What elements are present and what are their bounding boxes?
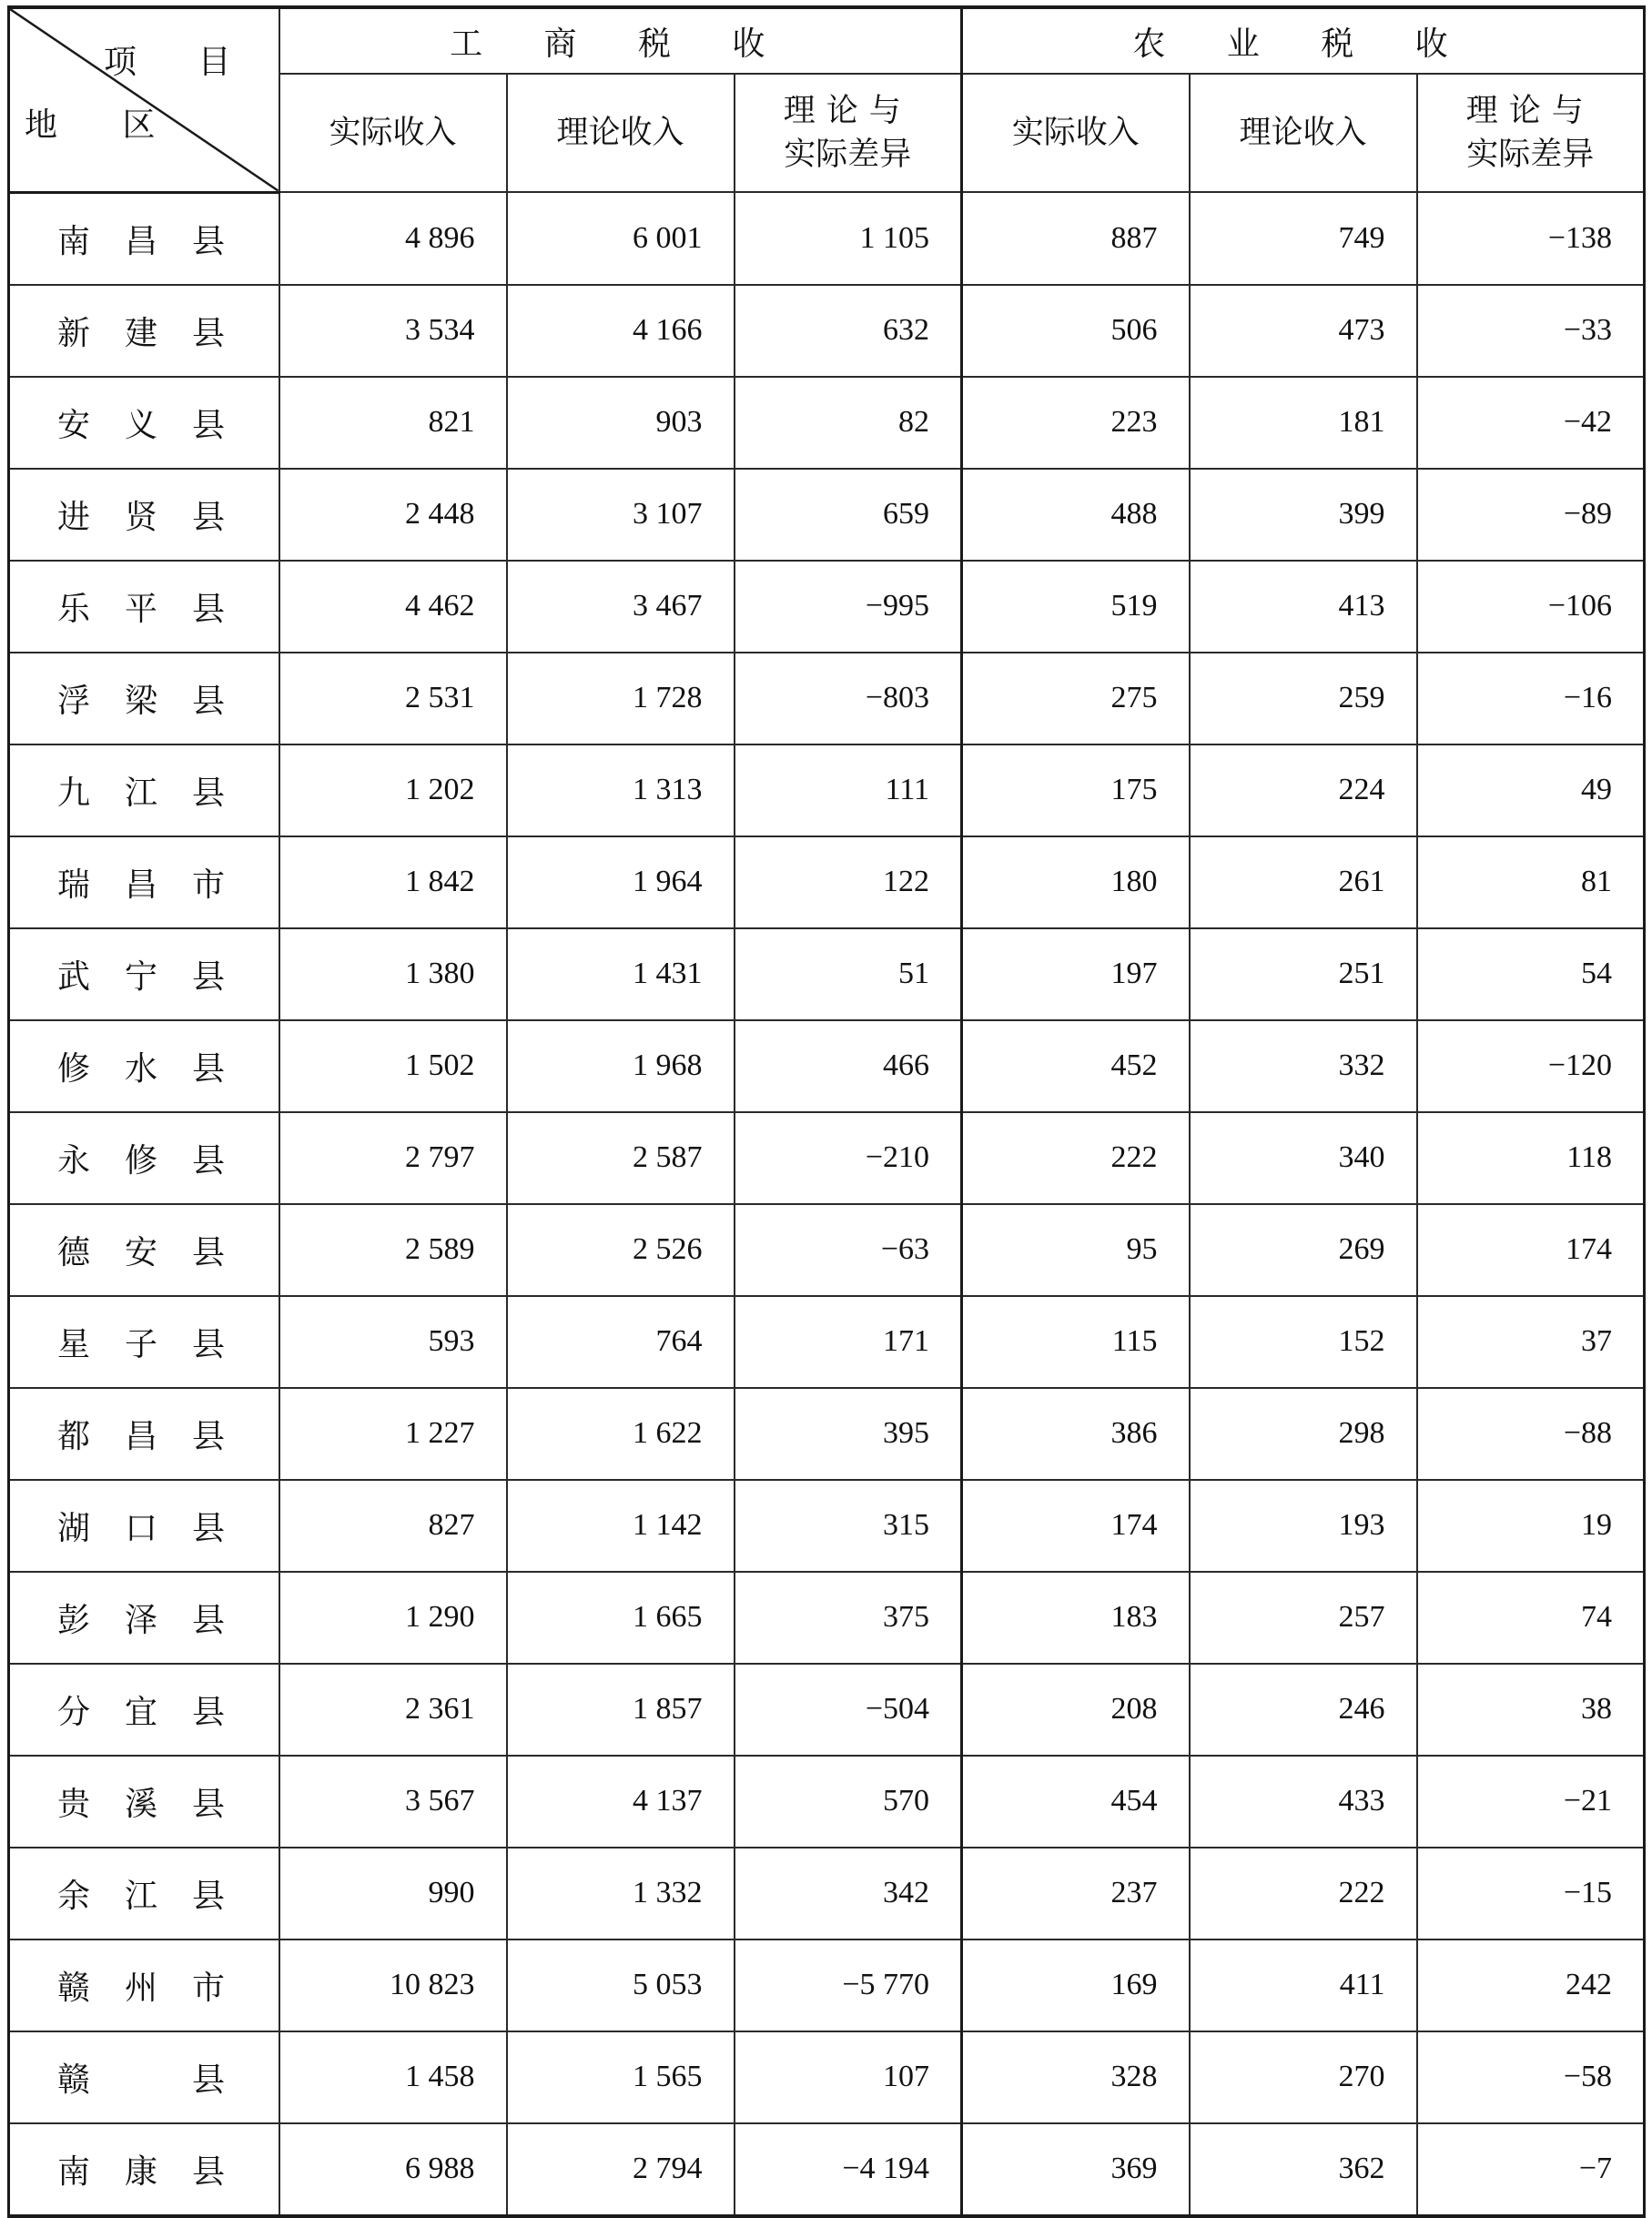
cell-agricultural-actual: 519 [962,561,1190,653]
cell-commercial-actual: 2 589 [279,1204,507,1296]
cell-agricultural-actual: 454 [962,1756,1190,1848]
cell-agricultural-theory: 222 [1190,1848,1417,1939]
cell-agricultural-theory: 181 [1190,377,1417,469]
col-header-agricultural-diff [1417,74,1645,192]
region-char: 建 [125,314,158,352]
cell-agricultural-actual: 208 [962,1664,1190,1756]
col-header-diff-line2: 实际差异 [1466,137,1595,173]
table-row [9,1020,1645,1112]
cell-agricultural-theory: 399 [1190,469,1417,561]
cell-commercial-diff: −504 [735,1664,962,1756]
cell-agricultural-actual: 183 [962,1572,1190,1664]
cell-agricultural-actual: 369 [962,2123,1190,2216]
cell-agricultural-theory: 224 [1190,744,1417,836]
region-cell [9,285,279,377]
cell-commercial-diff: −210 [735,1112,962,1204]
cell-agricultural-diff: 19 [1417,1480,1645,1572]
region-char: 乐 [57,590,91,628]
region-char: 县 [192,2152,226,2191]
cell-agricultural-actual: 95 [962,1204,1190,1296]
table-body [9,192,1645,2216]
cell-agricultural-theory: 193 [1190,1480,1417,1572]
region-char: 县 [192,314,226,352]
region-char: 修 [125,1141,158,1180]
cell-agricultural-theory: 413 [1190,561,1417,653]
cell-commercial-theory: 2 794 [507,2123,735,2216]
cell-commercial-actual: 3 567 [279,1756,507,1848]
table-row [9,744,1645,836]
table-row [9,1388,1645,1480]
col-header-agricultural-theory: 理论收入 [1190,74,1417,192]
cell-commercial-theory: 903 [507,377,735,469]
cell-agricultural-actual: 174 [962,1480,1190,1572]
cell-agricultural-theory: 340 [1190,1112,1417,1204]
region-char: 昌 [125,1417,158,1455]
cell-commercial-actual: 1 290 [279,1572,507,1664]
region-cell [9,1480,279,1572]
region-char: 贵 [57,1785,91,1823]
region-char: 县 [192,1049,226,1088]
cell-commercial-theory: 1 431 [507,928,735,1020]
region-char: 南 [57,2152,91,2191]
region-cell [9,377,279,469]
cell-commercial-diff: −4 194 [735,2123,962,2216]
region-cell [9,2123,279,2216]
region-char: 县 [192,1693,226,1731]
region-char: 昌 [125,866,158,904]
cell-agricultural-theory: 269 [1190,1204,1417,1296]
region-cell [9,1204,279,1296]
cell-agricultural-diff: 118 [1417,1112,1645,1204]
region-char: 市 [192,866,226,904]
cell-commercial-theory: 1 565 [507,2031,735,2123]
cell-agricultural-actual: 506 [962,285,1190,377]
col-header-diff-line1: 理论与 [1465,93,1595,129]
cell-agricultural-theory: 433 [1190,1756,1417,1848]
cell-agricultural-actual: 169 [962,1939,1190,2031]
table-row [9,561,1645,653]
cell-commercial-theory: 1 968 [507,1020,735,1112]
cell-commercial-theory: 1 665 [507,1572,735,1664]
region-char: 县 [192,1325,226,1363]
cell-commercial-diff: 395 [735,1388,962,1480]
region-char: 平 [125,590,158,628]
col-header-diff-line1: 理论与 [783,93,912,129]
cell-agricultural-diff: 38 [1417,1664,1645,1756]
cell-agricultural-diff: −58 [1417,2031,1645,2123]
cell-commercial-theory: 764 [507,1296,735,1388]
cell-agricultural-diff: 37 [1417,1296,1645,1388]
cell-commercial-actual: 1 227 [279,1388,507,1480]
cell-commercial-actual: 1 458 [279,2031,507,2123]
table-row [9,377,1645,469]
group-header-agricultural-tax: 农 业 税 收 [962,7,1645,74]
cell-commercial-diff: 171 [735,1296,962,1388]
region-char: 九 [57,774,91,812]
cell-agricultural-actual: 180 [962,836,1190,928]
cell-commercial-diff: 107 [735,2031,962,2123]
cell-commercial-theory: 3 107 [507,469,735,561]
region-cell [9,928,279,1020]
region-char: 县 [192,1877,226,1915]
cell-commercial-actual: 4 462 [279,561,507,653]
cell-agricultural-diff: −33 [1417,285,1645,377]
table-row [9,469,1645,561]
region-cell [9,1848,279,1939]
cell-agricultural-actual: 275 [962,653,1190,744]
cell-commercial-diff: −5 770 [735,1939,962,2031]
cell-agricultural-diff: −106 [1417,561,1645,653]
cell-commercial-diff: 315 [735,1480,962,1572]
cell-agricultural-actual: 488 [962,469,1190,561]
table-row [9,1112,1645,1204]
cell-commercial-theory: 4 137 [507,1756,735,1848]
region-char: 永 [57,1141,91,1180]
cell-commercial-theory: 2 526 [507,1204,735,1296]
col-header-commercial-theory: 理论收入 [507,74,735,192]
cell-commercial-diff: 632 [735,285,962,377]
cell-agricultural-diff: 49 [1417,744,1645,836]
corner-item-label: 项 目 [104,44,257,81]
region-char: 浮 [57,682,91,720]
region-cell [9,192,279,285]
table-row [9,836,1645,928]
cell-commercial-theory: 1 728 [507,653,735,744]
region-cell [9,1939,279,2031]
region-cell [9,1112,279,1204]
table-row [9,192,1645,285]
cell-commercial-actual: 1 202 [279,744,507,836]
cell-agricultural-diff: −16 [1417,653,1645,744]
cell-commercial-actual: 827 [279,1480,507,1572]
cell-agricultural-diff: −88 [1417,1388,1645,1480]
cell-agricultural-diff: −21 [1417,1756,1645,1848]
region-char: 修 [57,1049,91,1088]
region-char: 县 [192,774,226,812]
corner-header-cell [9,7,279,192]
region-char: 进 [57,498,91,536]
table-row [9,2031,1645,2123]
region-char: 溪 [125,1785,158,1823]
region-char: 子 [125,1325,158,1363]
region-char: 县 [192,1509,226,1547]
region-char: 南 [57,222,91,260]
cell-commercial-actual: 821 [279,377,507,469]
col-header-commercial-actual: 实际收入 [279,74,507,192]
table-row [9,285,1645,377]
region-cell [9,1572,279,1664]
table-row [9,1664,1645,1756]
region-cell [9,1296,279,1388]
col-header-diff-line2: 实际差异 [784,137,912,173]
cell-commercial-actual: 2 361 [279,1664,507,1756]
region-char: 州 [125,1969,158,2007]
region-cell [9,2031,279,2123]
region-char: 余 [57,1877,91,1915]
tax-table-sheet [7,5,1643,2204]
cell-commercial-actual: 2 797 [279,1112,507,1204]
cell-agricultural-diff: −7 [1417,2123,1645,2216]
cell-agricultural-actual: 115 [962,1296,1190,1388]
cell-commercial-diff: 122 [735,836,962,928]
region-char: 口 [125,1509,158,1547]
cell-agricultural-theory: 298 [1190,1388,1417,1480]
cell-agricultural-theory: 251 [1190,928,1417,1020]
region-char: 义 [125,406,158,444]
region-char: 德 [57,1233,91,1271]
region-char: 江 [125,1877,158,1915]
cell-commercial-theory: 5 053 [507,1939,735,2031]
table-row [9,1204,1645,1296]
cell-commercial-theory: 4 166 [507,285,735,377]
cell-commercial-theory: 6 001 [507,192,735,285]
cell-agricultural-theory: 152 [1190,1296,1417,1388]
region-char: 县 [192,590,226,628]
cell-commercial-diff: 51 [735,928,962,1020]
region-char: 昌 [125,222,158,260]
col-header-commercial-diff [735,74,962,192]
table-row [9,1296,1645,1388]
region-char: 瑞 [57,866,91,904]
table-row [9,1939,1645,2031]
cell-commercial-actual: 1 380 [279,928,507,1020]
region-char: 彭 [57,1601,91,1639]
table-row [9,1756,1645,1848]
cell-commercial-diff: 111 [735,744,962,836]
cell-commercial-actual: 4 896 [279,192,507,285]
cell-agricultural-theory: 257 [1190,1572,1417,1664]
cell-commercial-diff: 466 [735,1020,962,1112]
cell-commercial-actual: 1 842 [279,836,507,928]
cell-agricultural-diff: −120 [1417,1020,1645,1112]
cell-commercial-actual: 2 448 [279,469,507,561]
cell-commercial-actual: 1 502 [279,1020,507,1112]
cell-agricultural-theory: 411 [1190,1939,1417,2031]
cell-agricultural-actual: 223 [962,377,1190,469]
table-row [9,1848,1645,1939]
cell-commercial-diff: 342 [735,1848,962,1939]
cell-agricultural-actual: 386 [962,1388,1190,1480]
corner-region-label: 地 区 [25,106,183,144]
cell-commercial-actual: 6 988 [279,2123,507,2216]
col-header-agricultural-actual: 实际收入 [962,74,1190,192]
region-char: 县 [192,1141,226,1180]
region-cell [9,1664,279,1756]
cell-agricultural-diff: −89 [1417,469,1645,561]
cell-agricultural-diff: 81 [1417,836,1645,928]
region-char: 安 [125,1233,158,1271]
cell-commercial-diff: 659 [735,469,962,561]
cell-agricultural-theory: 362 [1190,2123,1417,2216]
region-char: 分 [57,1693,91,1731]
cell-commercial-theory: 1 857 [507,1664,735,1756]
region-cell [9,1756,279,1848]
cell-agricultural-diff: 74 [1417,1572,1645,1664]
cell-commercial-actual: 593 [279,1296,507,1388]
region-char: 都 [57,1417,91,1455]
cell-agricultural-theory: 259 [1190,653,1417,744]
cell-agricultural-diff: −42 [1417,377,1645,469]
region-char: 泽 [125,1601,158,1639]
cell-commercial-actual: 3 534 [279,285,507,377]
cell-commercial-actual: 990 [279,1848,507,1939]
region-char: 县 [192,682,226,720]
region-char: 宁 [125,957,158,996]
cell-commercial-diff: 570 [735,1756,962,1848]
region-cell [9,1020,279,1112]
region-cell [9,653,279,744]
cell-commercial-actual: 10 823 [279,1939,507,2031]
cell-commercial-theory: 1 142 [507,1480,735,1572]
cell-commercial-diff: −63 [735,1204,962,1296]
region-char: 县 [192,1417,226,1455]
cell-agricultural-diff: −15 [1417,1848,1645,1939]
group-header-commercial-tax: 工 商 税 收 [279,7,962,74]
region-char: 县 [192,1785,226,1823]
region-cell [9,1388,279,1480]
cell-agricultural-diff: 174 [1417,1204,1645,1296]
region-cell [9,836,279,928]
table-row [9,1480,1645,1572]
region-char: 安 [57,406,91,444]
region-char: 梁 [125,682,158,720]
cell-commercial-theory: 3 467 [507,561,735,653]
cell-agricultural-diff: 54 [1417,928,1645,1020]
region-cell [9,561,279,653]
cell-agricultural-actual: 197 [962,928,1190,1020]
cell-agricultural-actual: 237 [962,1848,1190,1939]
cell-commercial-diff: −803 [735,653,962,744]
cell-commercial-actual: 2 531 [279,653,507,744]
cell-agricultural-theory: 473 [1190,285,1417,377]
region-char: 贤 [125,498,158,536]
cell-commercial-diff: −995 [735,561,962,653]
cell-agricultural-actual: 328 [962,2031,1190,2123]
region-char: 县 [192,406,226,444]
cell-commercial-diff: 82 [735,377,962,469]
cell-commercial-theory: 1 313 [507,744,735,836]
cell-agricultural-theory: 270 [1190,2031,1417,2123]
cell-agricultural-theory: 246 [1190,1664,1417,1756]
cell-agricultural-theory: 332 [1190,1020,1417,1112]
region-char: 赣 [57,2061,91,2099]
region-char: 湖 [57,1509,91,1547]
region-char: 宜 [125,1693,158,1731]
region-char: 水 [125,1049,158,1088]
region-char: 江 [125,774,158,812]
region-char: 武 [57,957,91,996]
cell-agricultural-theory: 749 [1190,192,1417,285]
region-char: 康 [125,2152,158,2191]
table-row [9,653,1645,744]
region-char: 县 [192,1601,226,1639]
cell-commercial-theory: 1 622 [507,1388,735,1480]
cell-agricultural-actual: 175 [962,744,1190,836]
cell-commercial-theory: 1 964 [507,836,735,928]
table-row [9,1572,1645,1664]
tax-revenue-table [7,5,1646,2218]
region-char: 县 [192,2061,226,2099]
cell-agricultural-actual: 887 [962,192,1190,285]
cell-commercial-theory: 2 587 [507,1112,735,1204]
cell-agricultural-diff: 242 [1417,1939,1645,2031]
region-char: 县 [192,222,226,260]
cell-commercial-theory: 1 332 [507,1848,735,1939]
region-char: 县 [192,498,226,536]
region-char: 星 [57,1325,91,1363]
region-char: 县 [192,1233,226,1271]
cell-agricultural-actual: 222 [962,1112,1190,1204]
cell-agricultural-theory: 261 [1190,836,1417,928]
cell-agricultural-actual: 452 [962,1020,1190,1112]
region-char: 赣 [57,1969,91,2007]
region-cell [9,469,279,561]
cell-agricultural-diff: −138 [1417,192,1645,285]
cell-commercial-diff: 1 105 [735,192,962,285]
region-char: 县 [192,957,226,996]
table-row [9,2123,1645,2216]
region-char: 市 [192,1969,226,2007]
table-row [9,928,1645,1020]
region-cell [9,744,279,836]
region-char: 新 [57,314,91,352]
cell-commercial-diff: 375 [735,1572,962,1664]
